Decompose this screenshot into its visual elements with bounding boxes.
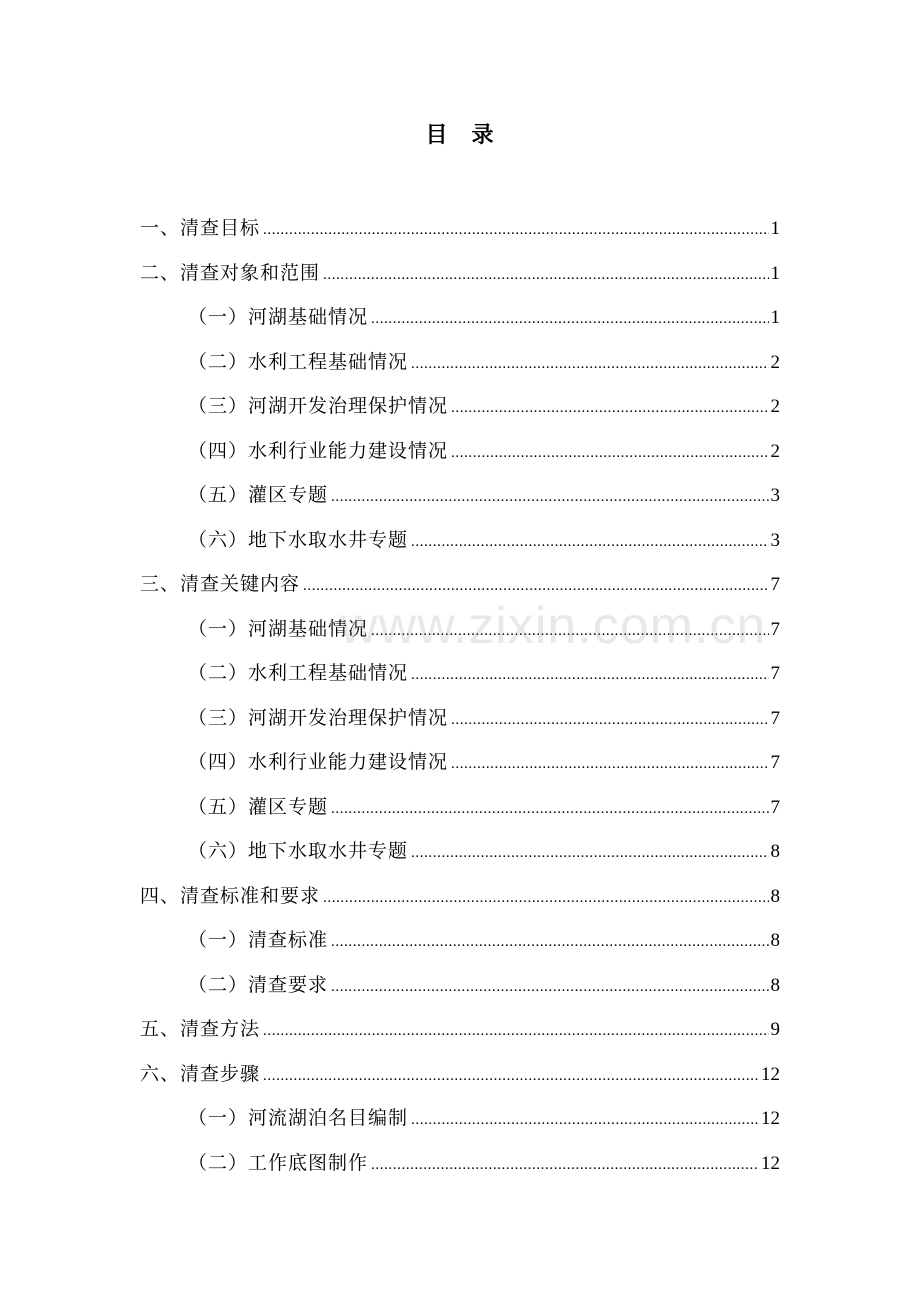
toc-entry-label: （六）地下水取水井专题 <box>188 528 409 551</box>
toc-entry-page: 7 <box>770 574 780 595</box>
toc-entry[interactable] <box>140 829 780 874</box>
toc-entry-page: 2 <box>770 440 780 462</box>
toc-entry-page: 1 <box>770 218 780 239</box>
toc-entry[interactable] <box>140 696 780 741</box>
toc-entry-page: 12 <box>761 1063 780 1085</box>
toc-leader-dots <box>263 1054 759 1099</box>
toc-entry-page: 12 <box>761 1152 780 1174</box>
toc-leader-dots <box>323 253 768 298</box>
toc-entry-label: 六、清查步骤 <box>140 1062 261 1085</box>
toc-entry-label: （二）水利工程基础情况 <box>188 350 409 373</box>
toc-leader-dots <box>331 787 768 832</box>
toc-leader-dots <box>303 564 768 609</box>
toc-entry-label: （一）河湖基础情况 <box>188 617 369 640</box>
toc-entry[interactable] <box>140 295 780 340</box>
toc-entry-label: 二、清查对象和范围 <box>140 261 321 284</box>
toc-entry-label: （五）灌区专题 <box>188 795 329 818</box>
toc-leader-dots <box>371 1143 759 1188</box>
toc-entry-label: 五、清查方法 <box>140 1018 261 1040</box>
toc-entry[interactable] <box>140 607 780 652</box>
toc-entry-page: 7 <box>770 618 780 640</box>
toc-entry-label: （二）清查要求 <box>188 973 329 996</box>
toc-leader-dots <box>411 1098 759 1143</box>
toc-entry[interactable] <box>140 1141 780 1186</box>
toc-entry[interactable] <box>140 518 780 563</box>
toc-leader-dots <box>451 431 768 476</box>
toc-entry[interactable] <box>140 251 780 296</box>
toc-leader-dots <box>331 965 768 1010</box>
toc-entry-label: 四、清查标准和要求 <box>140 884 321 907</box>
toc-entry[interactable] <box>140 562 780 607</box>
toc-leader-dots <box>411 653 768 698</box>
toc-entry-label: （二）水利工程基础情况 <box>188 662 409 684</box>
toc-entry-page: 3 <box>770 485 780 506</box>
toc-entry-label: （一）清查标准 <box>188 929 329 951</box>
toc-entry-label: （三）河湖开发治理保护情况 <box>188 395 449 417</box>
toc-entry-page: 7 <box>770 663 780 684</box>
toc-title: 目 录 <box>425 123 495 148</box>
toc-entry-page: 12 <box>761 1108 780 1129</box>
toc-leader-dots <box>411 831 768 876</box>
toc-leader-dots <box>451 698 768 743</box>
toc-entry-page: 8 <box>770 841 780 862</box>
toc-leader-dots <box>371 297 768 342</box>
toc-entry-page: 1 <box>770 307 780 328</box>
toc-entry-label: （六）地下水取水井专题 <box>188 840 409 862</box>
toc-entry-page: 1 <box>770 262 780 284</box>
toc-leader-dots <box>451 742 768 787</box>
toc-entry-label: （二）工作底图制作 <box>188 1151 369 1174</box>
toc-entry[interactable] <box>140 384 780 429</box>
toc-leader-dots <box>411 342 768 387</box>
toc-entry[interactable] <box>140 473 780 518</box>
watermark: www.zixin.com.cn <box>340 597 767 655</box>
toc-entry-label: 三、清查关键内容 <box>140 573 301 595</box>
toc-entry[interactable] <box>140 918 780 963</box>
toc-entry[interactable] <box>140 1052 780 1097</box>
toc-leader-dots <box>263 1009 768 1054</box>
toc-entry-label: 一、清查目标 <box>140 217 261 239</box>
toc-entry[interactable] <box>140 874 780 919</box>
toc-entry-label: （一）河湖基础情况 <box>188 306 369 328</box>
toc-entry[interactable] <box>140 963 780 1008</box>
toc-leader-dots <box>451 386 768 431</box>
toc-entry[interactable] <box>140 1007 780 1052</box>
toc-entry[interactable] <box>140 340 780 385</box>
toc-entry-page: 9 <box>770 1019 780 1040</box>
toc-entry[interactable] <box>140 651 780 696</box>
toc-entry[interactable] <box>140 785 780 830</box>
toc-entry[interactable] <box>140 429 780 474</box>
toc-entry-page: 8 <box>770 885 780 907</box>
toc-entry-page: 7 <box>770 707 780 729</box>
table-of-contents <box>140 206 780 1185</box>
toc-entry-page: 7 <box>770 796 780 818</box>
toc-leader-dots <box>331 920 768 965</box>
toc-entry-page: 2 <box>770 396 780 417</box>
toc-entry-page: 2 <box>770 351 780 373</box>
toc-entry-page: 3 <box>770 529 780 551</box>
toc-entry-page: 8 <box>770 974 780 996</box>
toc-leader-dots <box>331 475 768 520</box>
toc-entry-label: （三）河湖开发治理保护情况 <box>188 706 449 729</box>
toc-entry-label: （四）水利行业能力建设情况 <box>188 751 449 773</box>
toc-leader-dots <box>323 876 768 921</box>
toc-entry[interactable] <box>140 1096 780 1141</box>
toc-entry-label: （五）灌区专题 <box>188 484 329 506</box>
toc-leader-dots <box>371 609 768 654</box>
toc-entry-page: 7 <box>770 752 780 773</box>
toc-leader-dots <box>263 208 768 253</box>
toc-entry[interactable] <box>140 740 780 785</box>
toc-entry-page: 8 <box>770 930 780 951</box>
toc-entry[interactable] <box>140 206 780 251</box>
toc-entry-label: （一）河流湖泊名目编制 <box>188 1107 409 1129</box>
toc-leader-dots <box>411 520 768 565</box>
toc-entry-label: （四）水利行业能力建设情况 <box>188 439 449 462</box>
